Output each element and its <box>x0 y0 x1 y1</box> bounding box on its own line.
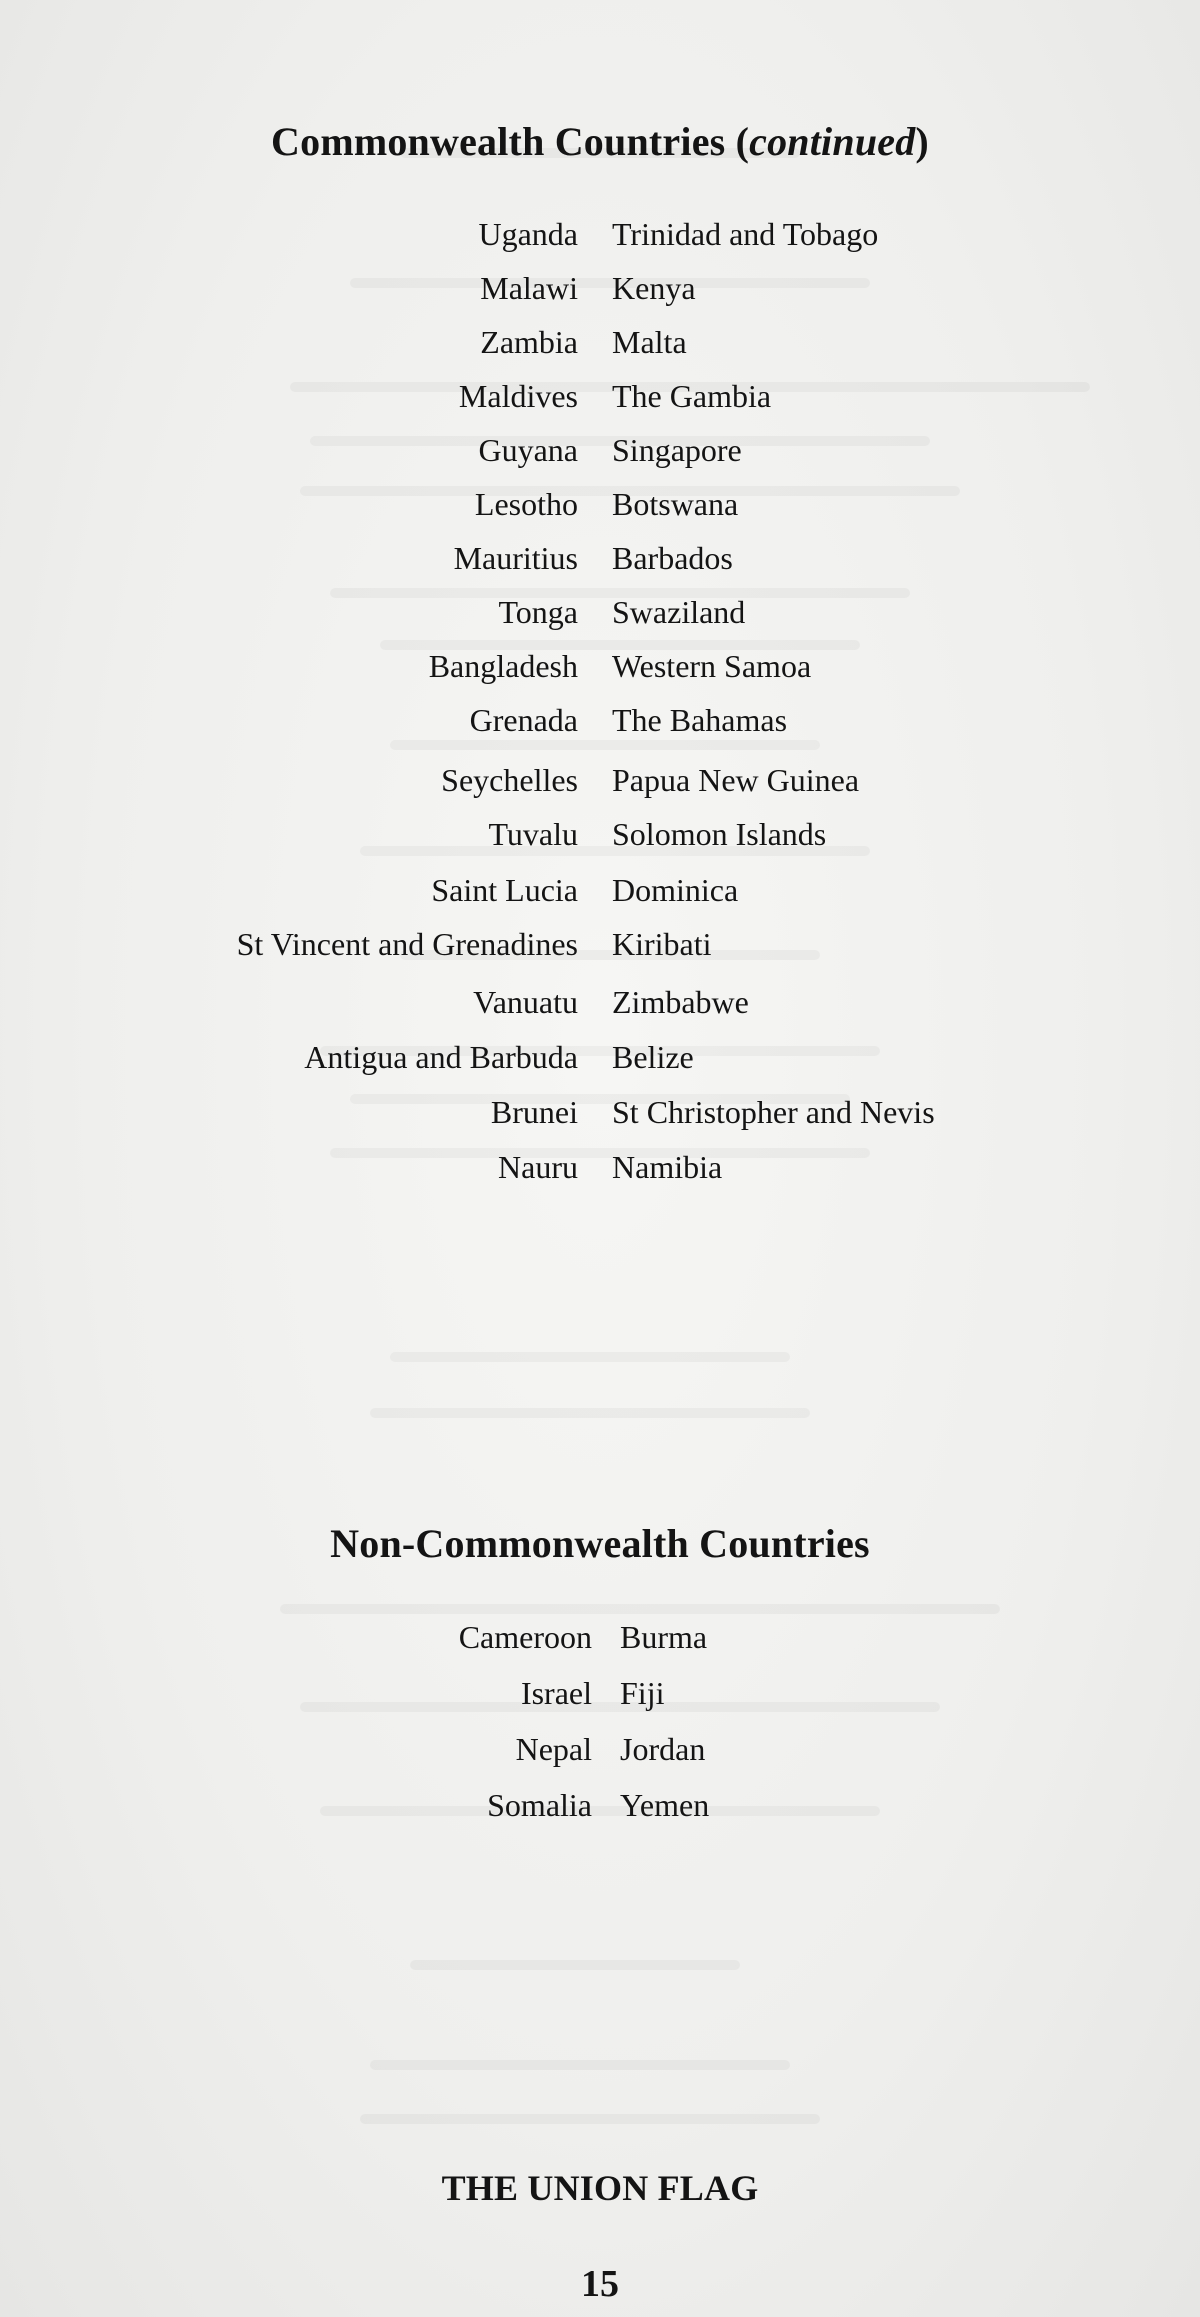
country-name: Kenya <box>612 270 696 306</box>
country-name: Cameroon <box>458 1619 592 1655</box>
country-row <box>0 261 1200 315</box>
country-name: Botswana <box>612 486 739 522</box>
commonwealth-heading-text: Commonwealth Countries ( <box>271 119 750 164</box>
country-name: Western Samoa <box>612 648 812 684</box>
country-row <box>0 1030 1200 1084</box>
country-name: Jordan <box>620 1731 706 1767</box>
country-row <box>0 585 1200 639</box>
country-row <box>0 1140 1200 1194</box>
country-name: Maldives <box>458 378 578 414</box>
country-name: Malta <box>612 324 687 360</box>
country-name: Somalia <box>487 1787 592 1823</box>
country-name: Bangladesh <box>428 648 578 684</box>
country-name: Swaziland <box>612 594 746 630</box>
country-name: Singapore <box>612 432 742 468</box>
country-row <box>0 639 1200 693</box>
country-row <box>0 753 1200 807</box>
country-name: Trinidad and Tobago <box>612 216 879 252</box>
country-name: Israel <box>520 1675 592 1711</box>
country-row <box>0 315 1200 369</box>
page-number: 15 <box>581 2263 619 2305</box>
country-name: Solomon Islands <box>612 816 827 852</box>
country-name: Brunei <box>490 1094 578 1130</box>
country-row <box>0 531 1200 585</box>
country-name: Grenada <box>469 702 578 738</box>
country-name: Kiribati <box>612 926 712 962</box>
country-name: Seychelles <box>441 762 578 798</box>
country-row <box>0 807 1200 861</box>
country-row <box>0 975 1200 1029</box>
country-name: Papua New Guinea <box>612 762 860 798</box>
commonwealth-heading <box>0 112 1200 172</box>
country-name: Guyana <box>478 432 578 468</box>
country-name: Zimbabwe <box>612 984 749 1020</box>
country-name: Namibia <box>612 1149 723 1185</box>
country-name: Antigua and Barbuda <box>304 1039 578 1075</box>
country-name: The Gambia <box>612 378 772 414</box>
country-name: Vanuatu <box>473 984 578 1020</box>
non-commonwealth-heading: Non-Commonwealth Countries <box>330 1521 870 1566</box>
country-name: Uganda <box>478 216 578 252</box>
country-row <box>0 207 1200 261</box>
country-row <box>0 1666 1200 1720</box>
country-row <box>0 1085 1200 1139</box>
commonwealth-heading-close: ) <box>915 119 929 164</box>
country-name: St Vincent and Grenadines <box>236 926 578 962</box>
country-row <box>0 1610 1200 1664</box>
country-name: Lesotho <box>474 486 578 522</box>
country-name: Nauru <box>498 1149 578 1185</box>
commonwealth-heading-italic: continued <box>749 119 916 164</box>
country-name: Fiji <box>620 1675 665 1711</box>
country-name: Dominica <box>612 872 739 908</box>
country-row <box>0 423 1200 477</box>
country-name: Saint Lucia <box>431 872 578 908</box>
country-name: St Christopher and Nevis <box>612 1094 935 1130</box>
union-flag-heading: THE UNION FLAG <box>441 2168 759 2208</box>
country-name: Yemen <box>620 1787 710 1823</box>
country-row <box>0 1778 1200 1832</box>
country-row <box>0 863 1200 917</box>
country-name: Tonga <box>498 594 578 630</box>
country-row <box>0 369 1200 423</box>
country-row <box>0 693 1200 747</box>
country-name: Tuvalu <box>488 816 578 852</box>
country-name: Malawi <box>480 270 578 306</box>
country-name: Mauritius <box>453 540 578 576</box>
country-name: Zambia <box>480 324 578 360</box>
country-name: Burma <box>620 1619 708 1655</box>
country-name: Barbados <box>612 540 733 576</box>
country-name: The Bahamas <box>612 702 788 738</box>
country-name: Belize <box>612 1039 694 1075</box>
country-row <box>0 917 1200 971</box>
country-row <box>0 1722 1200 1776</box>
country-row <box>0 477 1200 531</box>
country-name: Nepal <box>515 1731 592 1767</box>
